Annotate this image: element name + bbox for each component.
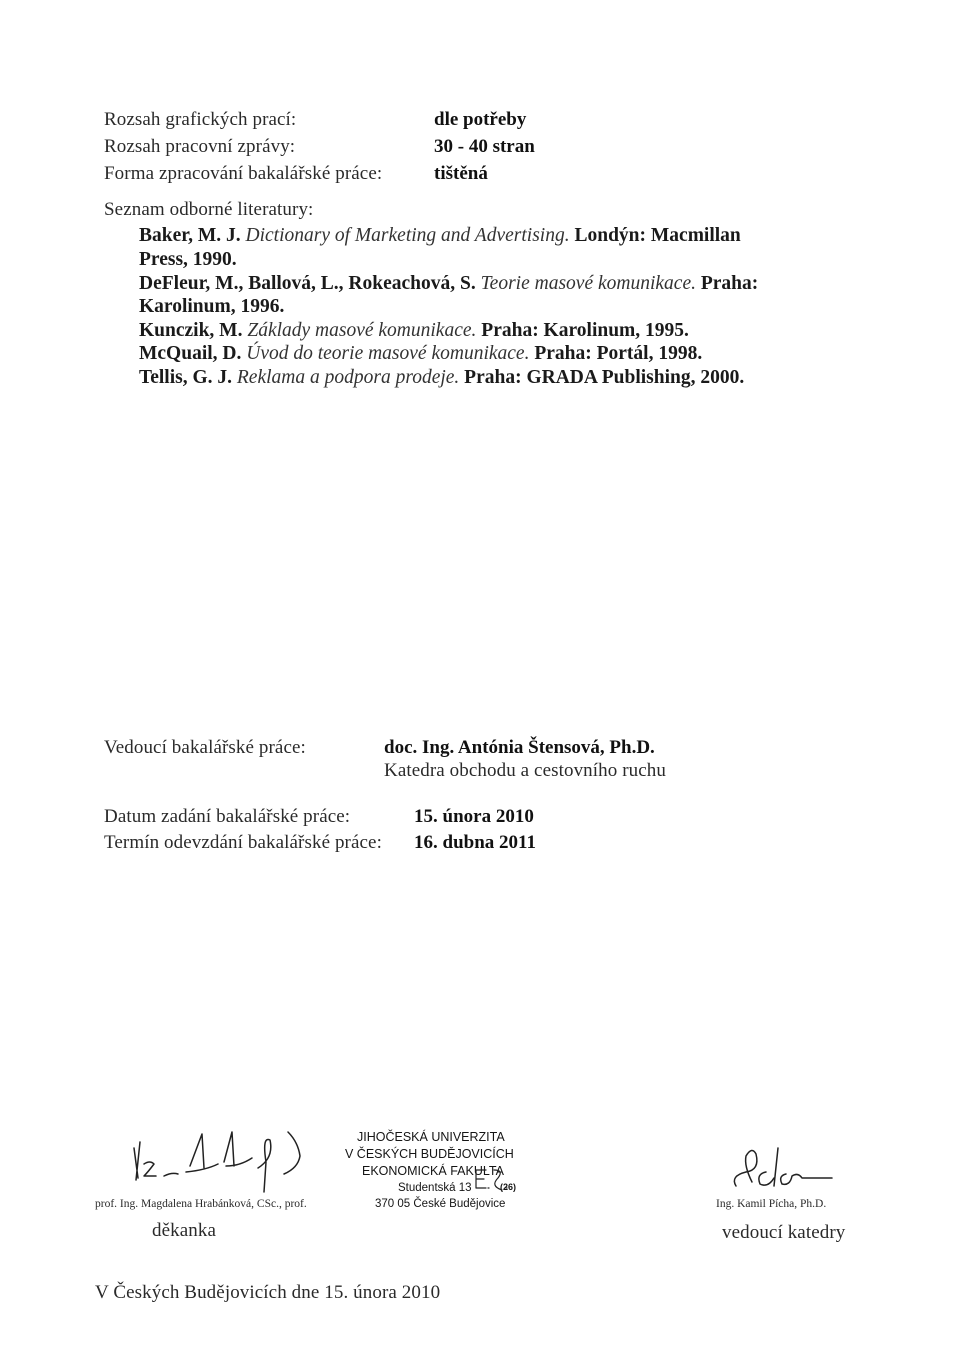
supervisor-name: doc. Ing. Antónia Štensová, Ph.D. [384,737,655,758]
range-report-label: Rozsah pracovní zprávy: [104,136,296,157]
reference-title: Úvod do teorie masové komunikace. [246,343,530,364]
range-report-value: 30 - 40 stran [434,136,535,157]
range-graphics-label: Rozsah grafických prací: [104,109,297,130]
reference-continuation: Press, 1990. [139,249,237,270]
form-label: Forma zpracování bakalářské práce: [104,163,383,184]
stamp-line-3: EKONOMICKÁ FAKULTA [362,1164,504,1178]
reference-publisher: Praha: GRADA Publishing, 2000. [464,367,745,388]
reference-author: Baker, M. J. [139,225,241,246]
reference-title: Základy masové komunikace. [247,320,477,341]
form-value: tištěná [434,163,488,184]
reference-publisher: Praha: Karolinum, 1995. [481,320,689,341]
reference-title: Teorie masové komunikace. [480,273,696,294]
reference-item [139,342,702,365]
reference-item [139,224,741,247]
reference-continuation: Karolinum, 1996. [139,296,285,317]
assignment-date-value: 15. února 2010 [414,806,534,827]
reference-item [139,319,689,342]
reference-author: DeFleur, M., Ballová, L., Rokeachová, S. [139,273,476,294]
dean-role: děkanka [152,1220,216,1241]
place-and-date: V Českých Budějovicích dne 15. února 2010 [95,1282,441,1303]
stamp-code: (26) [500,1182,517,1192]
supervisor-label: Vedoucí bakalářské práce: [104,737,306,758]
head-name: Ing. Kamil Pícha, Ph.D. [716,1198,827,1210]
head-role: vedoucí katedry [722,1222,846,1243]
reference-author: Tellis, G. J. [139,367,233,388]
reference-author: McQuail, D. [139,343,242,364]
reference-publisher: Londýn: Macmillan [574,225,741,246]
head-signature [728,1142,840,1194]
stamp-line-4: Studentská 13 [398,1182,472,1194]
reference-publisher: Praha: [700,273,759,294]
literature-heading: Seznam odborné literatury: [104,199,314,220]
assignment-date-label: Datum zadání bakalářské práce: [104,806,351,827]
dean-signature [128,1118,328,1198]
stamp-line-2: V ČESKÝCH BUDĚJOVICÍCH [345,1147,514,1161]
reference-title: Reklama a podpora prodeje. [236,367,460,388]
dean-name: prof. Ing. Magdalena Hrabánková, CSc., prof. [95,1198,307,1210]
reference-item [139,366,744,389]
stamp-line-5: 370 05 České Budějovice [375,1198,506,1210]
submission-date-label: Termín odevzdání bakalářské práce: [104,832,382,853]
stamp-line-1: JIHOČESKÁ UNIVERZITA [357,1130,505,1144]
initials-mark [472,1166,512,1192]
supervisor-department: Katedra obchodu a cestovního ruchu [384,760,666,781]
range-graphics-value: dle potřeby [434,109,527,130]
reference-author: Kunczik, M. [139,320,243,341]
reference-title: Dictionary of Marketing and Advertising. [245,225,570,246]
reference-item [139,272,758,295]
submission-date-value: 16. dubna 2011 [414,832,536,853]
reference-publisher: Praha: Portál, 1998. [534,343,703,364]
